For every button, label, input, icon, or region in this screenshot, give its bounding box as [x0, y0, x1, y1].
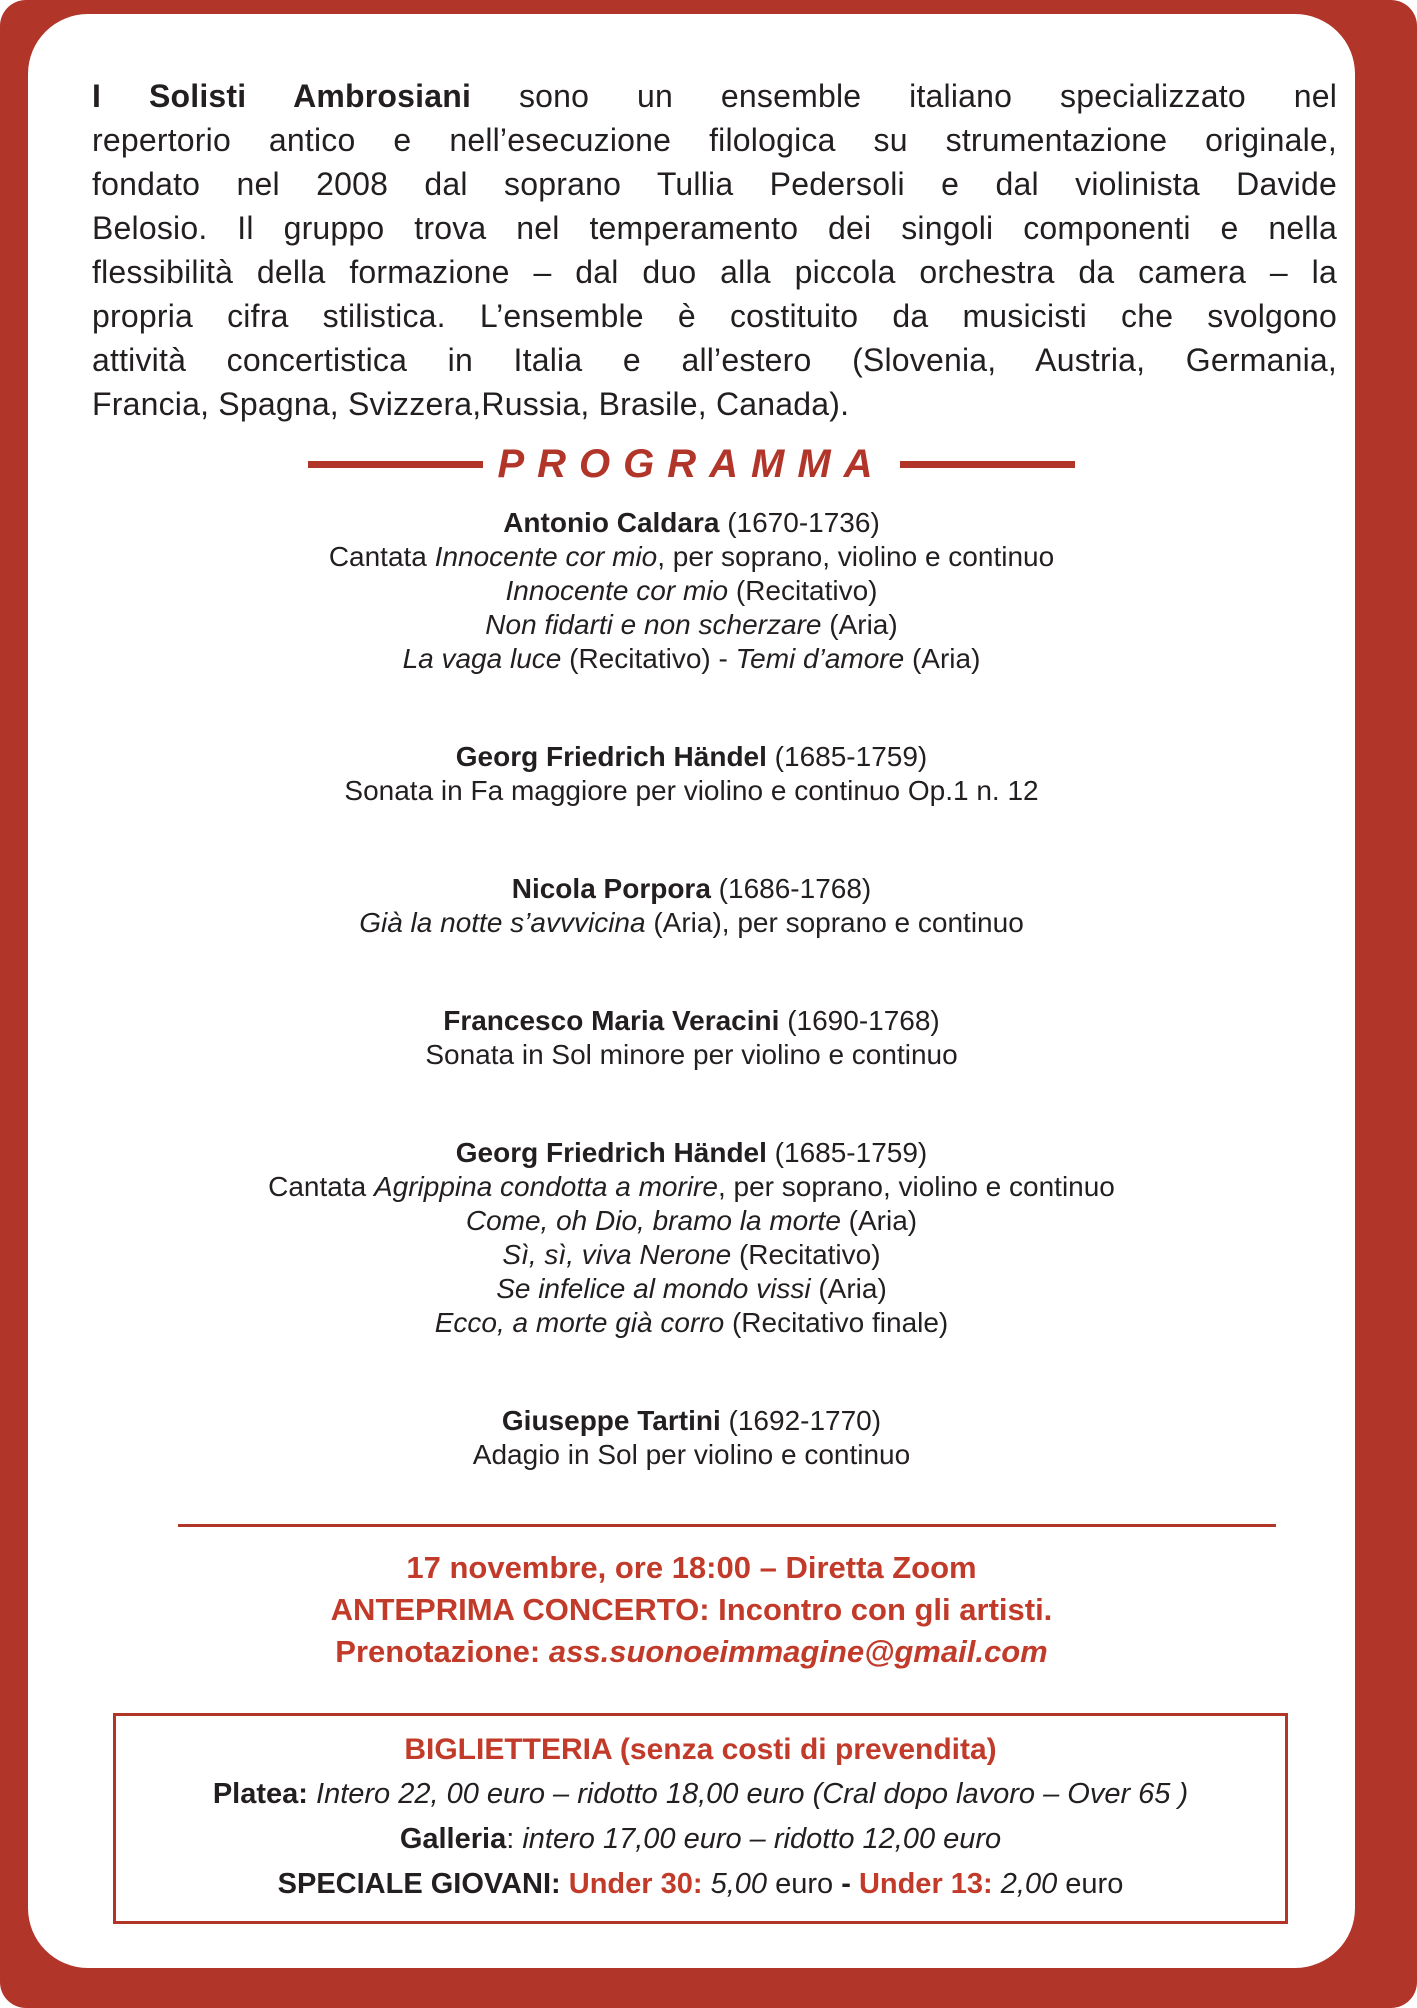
text-segment: Georg Friedrich Händel [455, 741, 767, 772]
ticket-box [113, 1713, 1288, 1924]
text-segment: : [506, 1823, 523, 1855]
text-segment: Platea: [212, 1778, 308, 1810]
text-segment: Se infelice al mondo vissi [496, 1273, 811, 1304]
text-segment: (Recitativo) - [561, 643, 736, 674]
text-line [28, 1038, 1355, 1072]
program-block [28, 872, 1355, 940]
text-line [28, 1306, 1355, 1340]
ticket-box-title [126, 1728, 1275, 1772]
email-link[interactable]: ass.suonoeimmagine@gmail.com [548, 1634, 1048, 1669]
text-line [28, 774, 1355, 808]
text-segment: attività concertistica in Italia e all’estero (Slovenia, Austria, Germania, [92, 342, 1337, 378]
text-segment: (1685-1759) [766, 1137, 928, 1168]
text-segment: 17 novembre, ore 18:00 – Diretta Zoom [406, 1550, 977, 1585]
text-segment: propria cifra stilistica. L’ensemble è costituito da musicisti che svolgono [92, 298, 1337, 334]
program-list [28, 506, 1355, 1472]
text-segment: flessibilità della formazione – dal duo alla piccola orchestra da camera – la [92, 254, 1337, 290]
text-segment: repertorio antico e nell’esecuzione filologica su strumentazione originale, [92, 122, 1337, 158]
text-segment: euro [1057, 1868, 1124, 1900]
text-line [28, 574, 1355, 608]
text-segment: Adagio in Sol per violino e continuo [472, 1439, 911, 1470]
text-segment: Cantata [328, 541, 435, 572]
text-segment: (Aria) [810, 1273, 887, 1304]
text-line [28, 1272, 1355, 1306]
text-segment [703, 1868, 711, 1900]
text-segment [308, 1778, 316, 1810]
text-line [28, 1404, 1355, 1438]
program-block [28, 740, 1355, 808]
text-segment [993, 1868, 1001, 1900]
text-segment: Innocente cor mio [434, 541, 658, 572]
text-segment: Innocente cor mio [505, 575, 729, 606]
text-line [28, 1204, 1355, 1238]
text-line [28, 872, 1355, 906]
text-segment: Belosio. Il gruppo trova nel temperamento dei singoli componenti e nella [92, 210, 1337, 246]
text-line [92, 338, 1337, 382]
heading-left-rule [308, 461, 483, 468]
text-segment: (1685-1759) [766, 741, 928, 772]
text-segment: intero 17,00 euro – ridotto 12,00 euro [522, 1823, 1002, 1855]
text-segment: Prenotazione: [335, 1634, 549, 1669]
text-segment: (1686-1768) [710, 873, 872, 904]
text-line [92, 382, 1337, 426]
text-segment: I Solisti Ambrosiani [92, 78, 472, 114]
text-segment: Non fidarti e non scherzare [485, 609, 822, 640]
programma-heading [28, 440, 1355, 488]
text-line [28, 608, 1355, 642]
text-segment: (Aria) [840, 1205, 918, 1236]
text-segment: Francesco Maria Veracini [443, 1005, 780, 1036]
text-line [28, 906, 1355, 940]
text-segment: (Recitativo) [731, 1239, 881, 1270]
text-segment: Antonio Caldara [503, 507, 720, 538]
text-line [126, 1772, 1275, 1817]
text-segment: - [841, 1868, 859, 1900]
text-segment: 5,00 [710, 1868, 768, 1900]
program-block [28, 1404, 1355, 1472]
program-block [28, 1004, 1355, 1072]
text-segment: sono un ensemble italiano specializzato nel [471, 78, 1337, 114]
text-line [28, 1547, 1355, 1589]
text-segment: Cantata [268, 1171, 374, 1202]
text-segment: Galleria [399, 1823, 507, 1855]
text-segment: (Aria) [821, 609, 898, 640]
text-segment: Agrippina condotta a morire [373, 1171, 718, 1202]
text-segment: Sonata in Sol minore per violino e continuo [425, 1039, 958, 1070]
text-segment: euro [767, 1868, 842, 1900]
text-line [28, 506, 1355, 540]
text-segment: , per soprano, violino e continuo [717, 1171, 1115, 1202]
text-line [92, 250, 1337, 294]
text-line [92, 206, 1337, 250]
heading-right-rule [900, 461, 1075, 468]
text-segment: Under 30: [568, 1868, 703, 1900]
text-line [126, 1817, 1275, 1862]
text-segment: fondato nel 2008 dal soprano Tullia Pedersoli e dal violinista Davide [92, 166, 1337, 202]
text-line [92, 294, 1337, 338]
text-segment: (1692-1770) [720, 1405, 882, 1436]
text-line [92, 162, 1337, 206]
text-line [28, 1170, 1355, 1204]
text-segment: Intero 22, 00 euro – ridotto 18,00 euro (Cral dopo lavoro – Over 65 ) [316, 1778, 1189, 1810]
text-segment: Under 13: [858, 1868, 993, 1900]
text-segment: (1670-1736) [719, 507, 880, 538]
text-line [28, 1238, 1355, 1272]
text-segment: La vaga luce [402, 643, 562, 674]
text-segment: Come, oh Dio, bramo la morte [465, 1205, 841, 1236]
text-segment: Sì, sì, viva Nerone [502, 1239, 732, 1270]
text-line [28, 1004, 1355, 1038]
intro-paragraph [92, 74, 1337, 426]
ticket-price-list [126, 1772, 1275, 1907]
text-segment: Georg Friedrich Händel [455, 1137, 767, 1168]
text-segment: Nicola Porpora [511, 873, 711, 904]
text-line [28, 740, 1355, 774]
flyer-page [28, 14, 1355, 1968]
separator-rule [178, 1524, 1276, 1527]
text-line [28, 1438, 1355, 1472]
text-segment: Già la notte s’avvvicina [359, 907, 646, 938]
announcement [28, 1547, 1355, 1673]
text-segment: Ecco, a morte già corro [434, 1307, 725, 1338]
programma-title: PROGRAMMA [497, 442, 886, 486]
text-line [28, 1136, 1355, 1170]
text-segment: ANTEPRIMA CONCERTO: Incontro con gli artisti. [330, 1592, 1053, 1627]
text-line [92, 118, 1337, 162]
program-block [28, 1136, 1355, 1340]
text-line [28, 540, 1355, 574]
text-line [126, 1862, 1275, 1907]
text-segment: (Recitativo) [728, 575, 878, 606]
text-segment: Temi d’amore [735, 643, 905, 674]
program-block [28, 506, 1355, 676]
text-segment: BIGLIETTERIA (senza costi di prevendita) [404, 1733, 997, 1766]
text-segment: Giuseppe Tartini [501, 1405, 721, 1436]
text-line [28, 1631, 1355, 1673]
text-segment: Sonata in Fa maggiore per violino e continuo Op.1 n. 12 [344, 775, 1039, 806]
text-line [92, 74, 1337, 118]
text-segment: (Recitativo finale) [724, 1307, 949, 1338]
text-segment: (Aria) [904, 643, 981, 674]
text-segment: Francia, Spagna, Svizzera,Russia, Brasile, Canada). [92, 386, 850, 422]
text-segment: , per soprano, violino e continuo [657, 541, 1055, 572]
text-segment: (1690-1768) [779, 1005, 940, 1036]
text-line [28, 642, 1355, 676]
text-segment: SPECIALE GIOVANI: [277, 1868, 569, 1900]
text-segment: 2,00 [1000, 1868, 1058, 1900]
text-segment: (Aria), per soprano e continuo [645, 907, 1024, 938]
text-line [28, 1589, 1355, 1631]
